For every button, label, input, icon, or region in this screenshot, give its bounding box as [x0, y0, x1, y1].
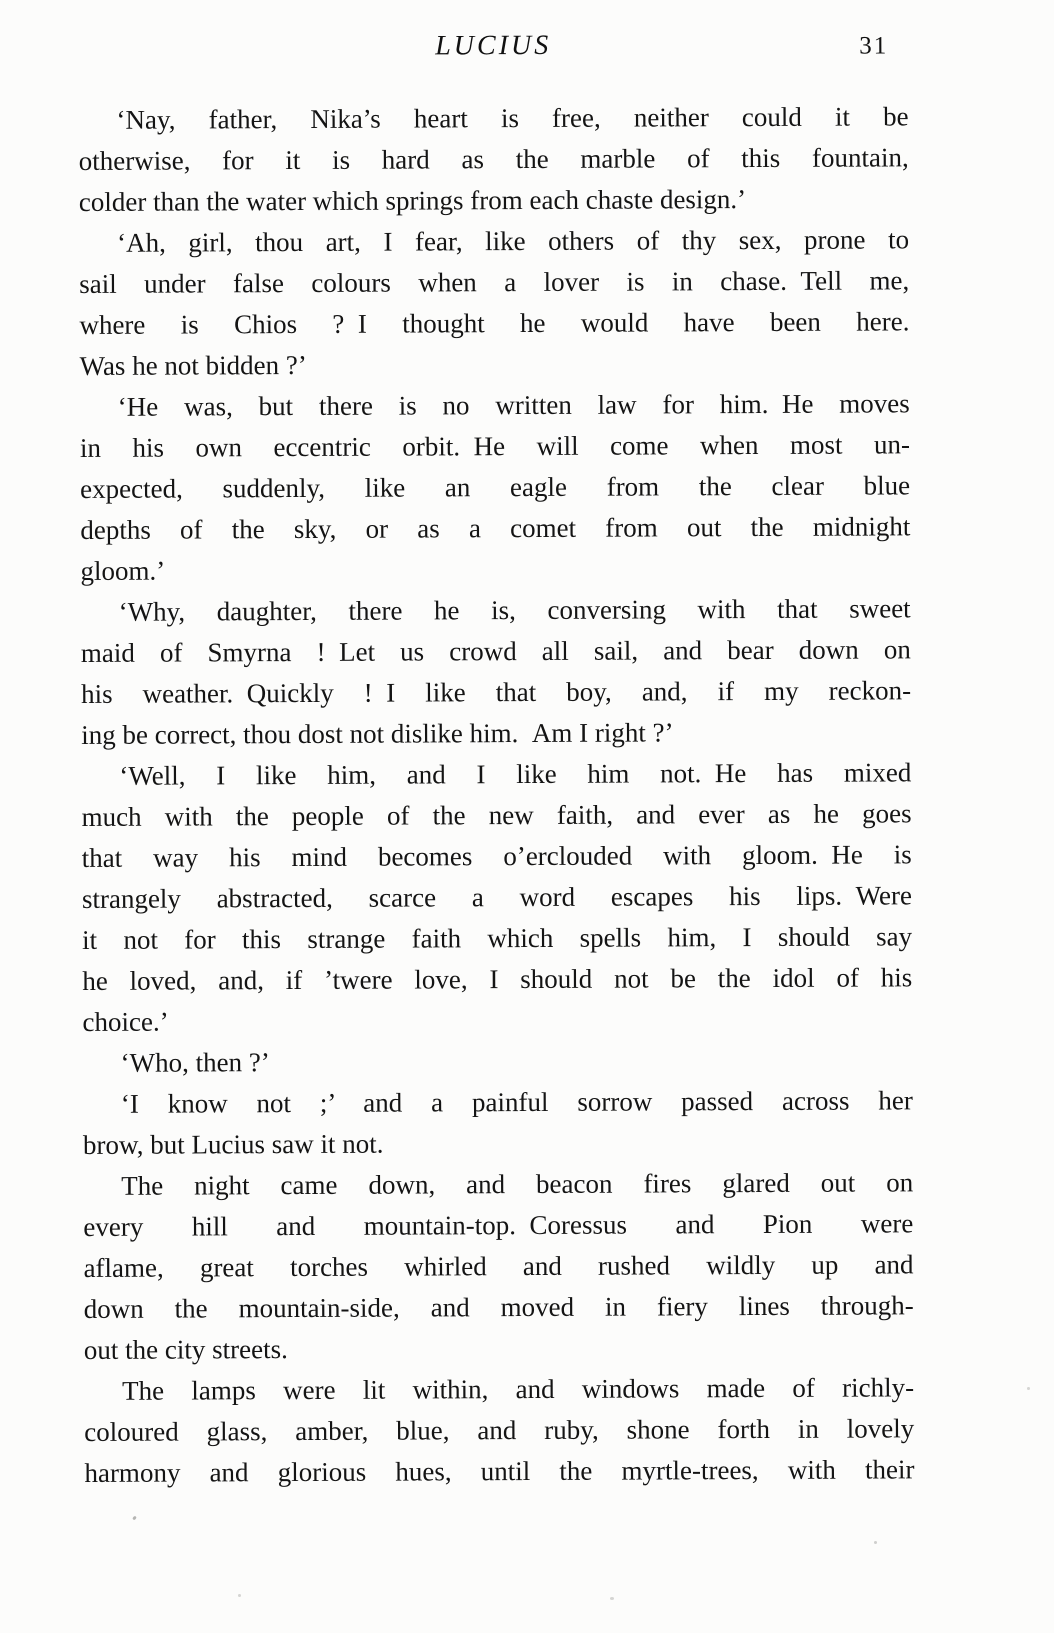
text-line: ‘Who, then ?’ [120, 1047, 270, 1078]
text-line: ‘Why, daughter, there he is, conversing with that sweet [118, 593, 911, 627]
scan-speck [1027, 1387, 1030, 1390]
paragraph [79, 219, 910, 387]
paragraph [83, 1162, 914, 1371]
text-line: depths of the sky, or as a comet from out the midnight [80, 511, 911, 545]
scan-speck [132, 1516, 137, 1521]
text-line: in his own eccentric orbit. He will come when most un- [79, 429, 911, 463]
text-line: down the mountain-side, and moved in fiery lines through- [83, 1290, 914, 1324]
text-line: ‘I know not ;’ and a painful sorrow passed across her [120, 1085, 913, 1119]
text-line: maid of Smyrna ! Let us crowd all sail, and bear down on [80, 634, 911, 668]
text-line: aflame, great torches whirled and rushed wildly up and [83, 1249, 914, 1283]
scan-speck [610, 1597, 614, 1600]
page-number: 31 [859, 32, 889, 60]
text-line: he loved, and, if ’twere love, I should not be the idol of his [82, 962, 913, 996]
text-line: Was he not bidden ?’ [79, 349, 307, 381]
text-line: colder than the water which springs from each chaste design.’ [78, 184, 747, 217]
text-line: ing be correct, thou dost not dislike him. Am I right ?’ [81, 717, 674, 750]
text-line: ‘He was, but there is no written law for him. He moves [117, 388, 910, 422]
text-line: that way his mind becomes o’erclouded with gloom. He is [81, 839, 912, 873]
paragraph [80, 383, 911, 592]
paragraph [83, 1080, 913, 1166]
text-line: brow, but Lucius saw it not. [82, 1128, 384, 1160]
paragraph [84, 1367, 915, 1494]
text-line: The night came down, and beacon fires glared out on [121, 1167, 914, 1201]
text-line: out the city streets. [83, 1334, 288, 1365]
page-body [78, 96, 914, 1494]
page-header [78, 28, 908, 68]
text-line: harmony and glorious hues, until the myrtle-trees, with their [84, 1454, 915, 1488]
text-line: every hill and mountain-top. Coressus and Pion were [83, 1208, 914, 1242]
text-line: sail under false colours when a lover is in chase. Tell me, [79, 265, 910, 299]
text-line: where is Chios ? I thought he would have been here. [79, 306, 910, 340]
paragraph [81, 752, 912, 1043]
paragraph [78, 96, 909, 223]
text-line: coloured glass, amber, blue, and ruby, shone forth in lovely [84, 1413, 915, 1447]
text-line: choice.’ [82, 1006, 169, 1037]
text-line: expected, suddenly, like an eagle from the clear blue [80, 470, 911, 504]
text-line: it not for this strange faith which spells him, I should say [82, 921, 913, 955]
text-line: otherwise, for it is hard as the marble of this fountain, [78, 142, 909, 176]
running-title: LUCIUS [435, 29, 552, 62]
text-line: gloom.’ [80, 555, 166, 586]
paragraph [83, 1039, 913, 1084]
text-line: ‘Ah, girl, thou art, I fear, like others of thy sex, prone to [116, 224, 910, 258]
paragraph [81, 588, 912, 756]
text-line: much with the people of the new faith, and ever as he goes [81, 798, 912, 832]
text-line: ‘Well, I like him, and I like him not. He has mixed [119, 757, 912, 791]
text-line: strangely abstracted, scarce a word escapes his lips. Were [81, 880, 912, 914]
text-column [78, 28, 914, 1494]
scan-speck [238, 1594, 241, 1597]
text-line: his weather. Quickly ! I like that boy, and, if my reckon- [80, 675, 912, 709]
text-line: ‘Nay, father, Nika’s heart is free, neither could it be [116, 101, 909, 135]
text-line: The lamps were lit within, and windows made of richly- [121, 1372, 915, 1406]
scan-speck [874, 1541, 877, 1544]
